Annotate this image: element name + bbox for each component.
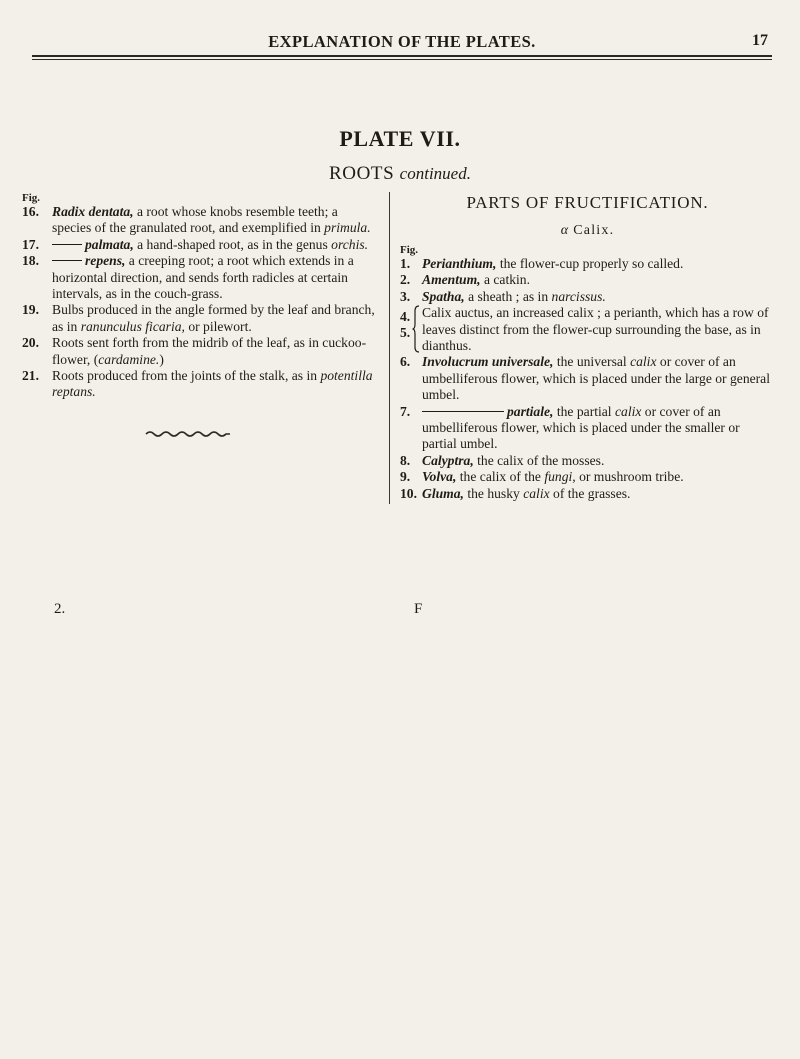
entry-text-after: or cover of an umbelliferous flower, which is placed under the large or general umbel. (422, 354, 770, 403)
entry-italic: ranunculus ficaria, (80, 318, 185, 334)
entry-text-after: or mushroom tribe. (575, 469, 684, 485)
running-title: EXPLANATION OF THE PLATES. (268, 32, 536, 51)
entry-number-5: 5. (400, 325, 411, 341)
entry-number: 3. (400, 288, 411, 304)
entry-text-after: ) (159, 351, 164, 367)
entry-number: 18. (22, 253, 39, 269)
plate-title: PLATE VII. (339, 126, 461, 151)
fig-label-right: Fig. (400, 244, 419, 256)
entry-text: Roots sent forth from the midrib of the leaf, as in cuckoo-flower, ( (52, 335, 367, 367)
entry-20 (22, 335, 379, 368)
calix-label: Calix. (573, 223, 615, 238)
entry-italic: calix (614, 403, 642, 419)
entry-text: the husky (463, 485, 524, 501)
entry-text: the partial (553, 403, 615, 419)
entry-italic: narcissus. (551, 288, 606, 304)
entry-17 (22, 237, 379, 253)
entry-text: a catkin. (480, 272, 530, 288)
entry-text: the calix of the mosses. (473, 452, 605, 468)
entry-term: partiale, (507, 403, 554, 419)
entry-italic: dianthus. (422, 338, 472, 354)
entry-3 (400, 289, 775, 305)
entry-text: a sheath ; as in (464, 288, 552, 304)
entry-text: a creeping root; a root which extends in a horizontal direction, and sends forth radicles at certain intervals, as in the couch-grass. (52, 253, 354, 302)
entry-text: the flower-cup properly so called. (496, 256, 684, 271)
entry-term: Calix auctus, (422, 305, 493, 321)
signature-mark: 2. (54, 601, 66, 617)
entry-text-after: or pilewort. (184, 318, 252, 334)
entry-number: 17. (22, 236, 39, 252)
entry-term: Spatha, (422, 288, 465, 304)
entry-italic: calix (523, 485, 550, 501)
entry-italic: orchis. (331, 236, 369, 252)
entry-text: a root whose knobs resemble teeth; a species of the granulated root, and exemplified in (52, 204, 338, 236)
entry-italic: cardamine. (98, 351, 160, 367)
entry-number: 6. (400, 354, 411, 370)
entry-7 (400, 404, 775, 453)
entry-italic: calix (630, 354, 657, 370)
entry-9 (400, 469, 775, 485)
entry-italic: fungi, (544, 469, 576, 485)
page-number: 17 (752, 32, 768, 49)
entry-text-after: of the grasses. (549, 485, 631, 501)
entry-text-after: or cover of an umbelliferous flower, which is placed under the smaller or partial umbel. (422, 403, 740, 452)
ornament-rule (144, 430, 232, 438)
entry-term: Involucrum universale, (422, 354, 554, 370)
entry-6 (400, 354, 775, 403)
section-continued: continued. (399, 164, 471, 183)
entry-text: a hand-shaped root, as in the genus (133, 236, 332, 252)
entry-number: 21. (22, 368, 39, 384)
left-column (22, 192, 379, 401)
entry-text: Roots produced from the joints of the stalk, as in (52, 368, 321, 384)
entry-italic: potentilla reptans. (52, 368, 373, 400)
entry-number: 1. (400, 256, 411, 271)
entry-number: 2. (400, 272, 411, 288)
entry-4-5 (400, 305, 775, 354)
entry-number: 19. (22, 302, 39, 318)
entry-term: Perianthium, (422, 256, 497, 271)
entry-10 (400, 486, 775, 502)
entry-text: Bulbs produced in the angle formed by the leaf and branch, as in (52, 302, 375, 334)
ditto-dash (422, 411, 504, 412)
header-rule-thin (32, 59, 772, 60)
entry-number: 16. (22, 204, 39, 219)
entry-italic: primula. (324, 220, 371, 236)
entry-term: Amentum, (422, 272, 481, 288)
entry-21 (22, 368, 379, 401)
right-column (400, 192, 775, 502)
header-rule-thick (32, 55, 772, 57)
calix-subtitle (400, 222, 775, 240)
entry-text: the calix of the (456, 469, 545, 485)
entry-text: an increased calix ; a perianth, which has a row of leaves distinct from the flower-cup surrounding the base, as in (422, 305, 769, 337)
entry-term: Gluma, (422, 485, 464, 501)
entry-1 (400, 256, 775, 272)
ditto-dash (52, 260, 82, 261)
entry-text: the universal (553, 354, 631, 370)
entry-numbers (400, 309, 412, 341)
fructification-title: PARTS OF FRUCTIFICATION. (466, 193, 709, 212)
column-divider (389, 192, 390, 504)
entry-number: 7. (400, 403, 411, 419)
entry-term: palmata, (85, 236, 134, 252)
fig-label-left: Fig. (22, 192, 41, 204)
section-name: ROOTS (329, 163, 395, 184)
entry-term: Volva, (422, 469, 457, 485)
entry-8 (400, 453, 775, 469)
running-head (32, 32, 772, 54)
entry-term: Radix dentata, (52, 204, 134, 219)
brace-icon (412, 305, 420, 353)
signature-letter: F (414, 601, 423, 617)
calix-alpha: α (560, 223, 570, 238)
entry-19 (22, 302, 379, 335)
entry-number: 8. (400, 452, 411, 468)
entry-number: 20. (22, 335, 39, 351)
ditto-dash (52, 244, 82, 245)
section-title (0, 163, 800, 185)
entry-18 (22, 253, 379, 302)
entry-term: repens, (85, 253, 126, 269)
entry-number-4: 4. (400, 309, 411, 325)
entry-number: 10. (400, 485, 417, 501)
entry-2 (400, 272, 775, 288)
entry-term: Calyptra, (422, 452, 474, 468)
entry-number: 9. (400, 469, 411, 485)
entry-16 (22, 204, 379, 237)
